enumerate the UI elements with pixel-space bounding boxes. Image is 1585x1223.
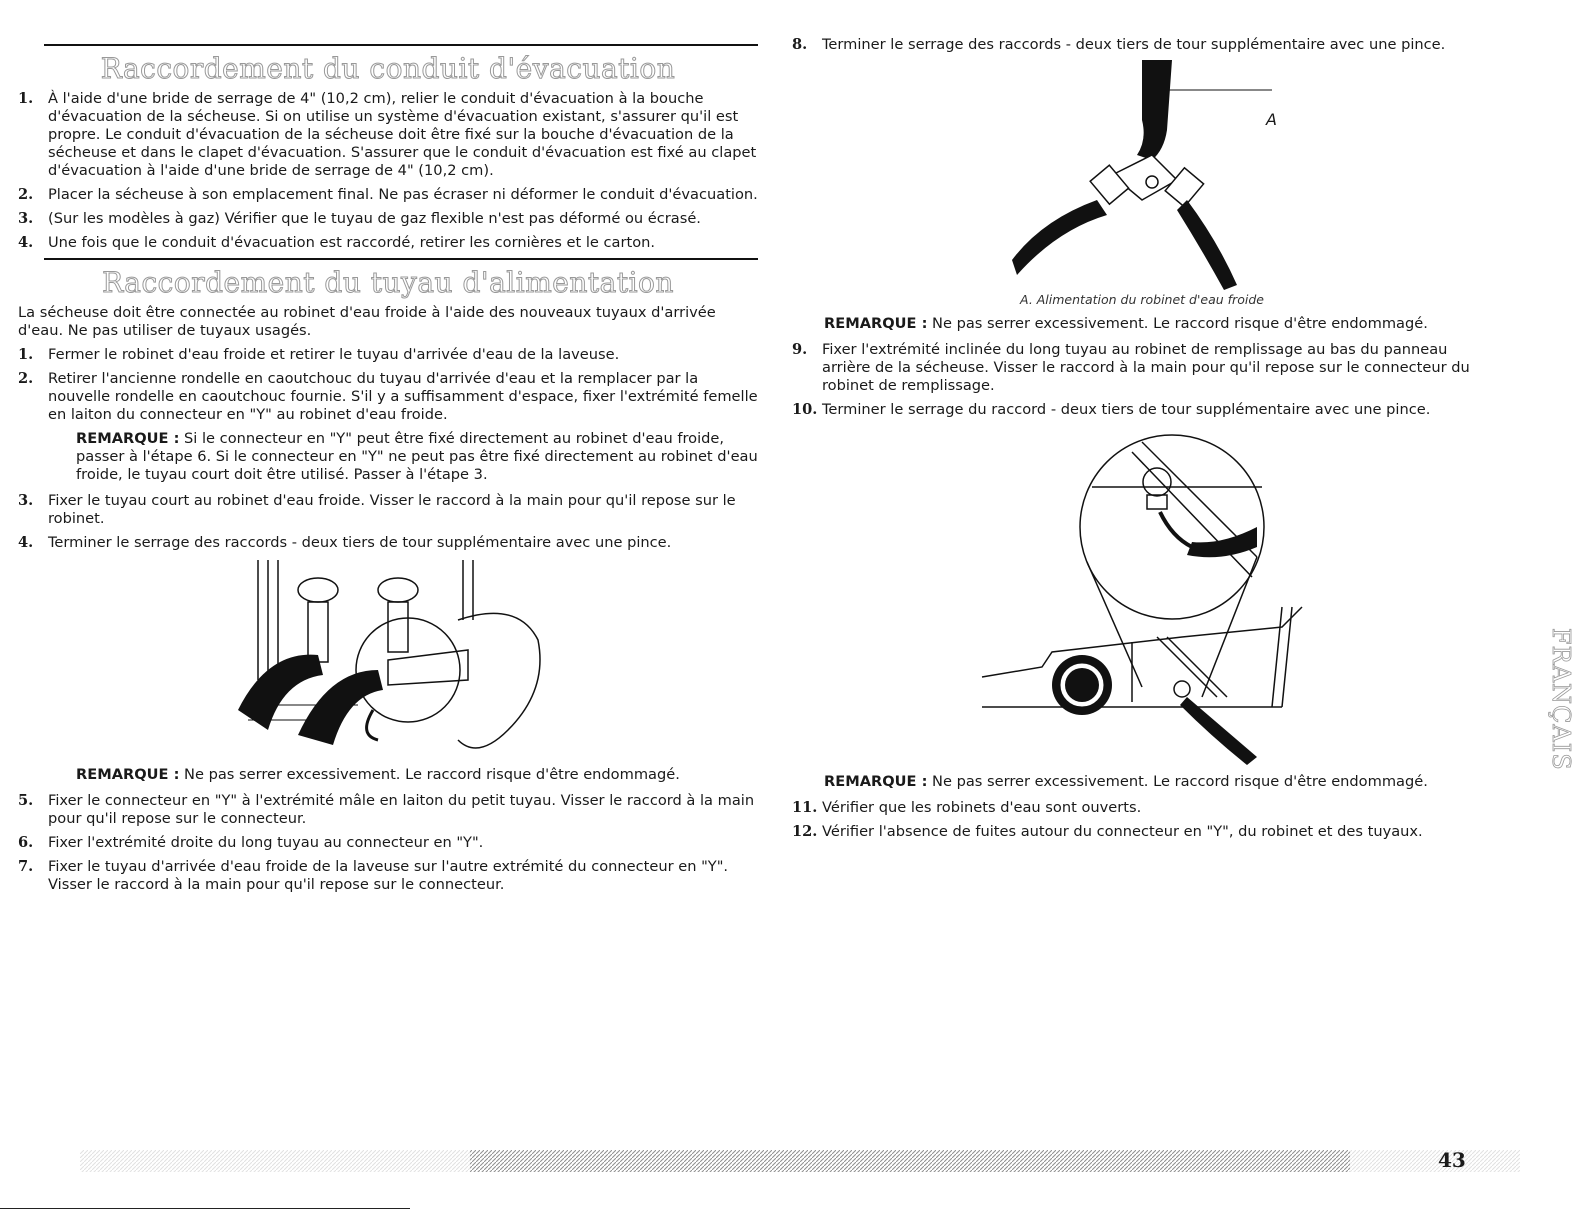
list-item [18,346,758,364]
step-number: 2. [18,370,34,387]
figure-caption: A. Alimentation du robinet d'eau froide [1020,292,1264,307]
section-rule [44,258,758,260]
step-text: (Sur les modèles à gaz) Vérifier que le tuyau de gaz flexible n'est pas déformé ou écrasé. [48,210,701,227]
list-item [18,492,758,528]
step-number: 3. [18,492,34,509]
step-number: 5. [18,792,34,809]
list-item [18,370,758,424]
footer-bar [80,1150,1520,1172]
evacuation-steps [18,90,758,252]
alimentation-steps-b [18,492,758,552]
section-rule [44,44,758,46]
step-text: Fermer le robinet d'eau froide et retirer le tuyau d'arrivée d'eau de la laveuse. [48,346,620,363]
step-text: Placer la sécheuse à son emplacement final. Ne pas écraser ni déformer le conduit d'évacuation. [48,186,758,203]
note-label: REMARQUE : [824,773,928,790]
list-item [18,792,758,828]
step-text: Fixer le connecteur en "Y" à l'extrémité mâle en laiton du petit tuyau. Visser le raccord à la main pour qu'il repose sur le connecteur. [48,792,755,827]
step-text: Terminer le serrage des raccords - deux tiers de tour supplémentaire avec une pince. [48,534,672,551]
alimentation-steps-a [18,346,758,424]
note-remarque [824,315,1492,333]
note-text: Ne pas serrer excessivement. Le raccord risque d'être endommagé. [184,766,680,783]
list-item [18,534,758,552]
bottom-divider [0,1208,410,1209]
note-label: REMARQUE : [824,315,928,332]
step-text: Une fois que le conduit d'évacuation est raccordé, retirer les cornières et le carton. [48,234,656,251]
note-text: Si le connecteur en "Y" peut être fixé directement au robinet d'eau froide, passer à l'étape 6. Si le connecteur en "Y" ne peut pas être fixé directement au robinet d'eau froide, le tuyau court doit être utilisé. Passer à l'étape 3. [76,430,758,483]
faucet-pliers-illustration [238,560,758,760]
step-text: Fixer le tuyau court au robinet d'eau froide. Visser le raccord à la main pour qu'il repose sur le robinet. [48,492,736,527]
list-item [792,341,1492,395]
step-text: Vérifier que les robinets d'eau sont ouverts. [822,799,1142,816]
step-number: 1. [18,346,34,363]
list-item [18,186,758,204]
list-item [792,799,1492,817]
language-side-tab [1535,628,1575,771]
alimentation-steps-c [18,792,758,894]
step-number: 8. [792,36,808,53]
step-number: 11. [792,799,818,816]
note-remarque [76,766,758,784]
step-number: 9. [792,341,808,358]
section-heading-alimentation: Raccordement du tuyau d'alimentation [102,266,674,299]
step-number: 4. [18,234,34,251]
intro-paragraph: La sécheuse doit être connectée au robinet d'eau froide à l'aide des nouveaux tuyaux d'arrivée d'eau. Ne pas utiliser de tuyaux usagés. [18,304,716,339]
note-text: Ne pas serrer excessivement. Le raccord risque d'être endommagé. [932,315,1428,332]
step-number: 7. [18,858,34,875]
note-text: Ne pas serrer excessivement. Le raccord risque d'être endommagé. [932,773,1428,790]
list-item [792,36,1492,54]
step-number: 3. [18,210,34,227]
figure-label-a: A [1266,110,1277,129]
note-label: REMARQUE : [76,430,180,447]
side-tab-label: FRANÇAIS [1547,628,1575,771]
list-item [18,210,758,228]
step-number: 2. [18,186,34,203]
list-item [792,823,1492,841]
list-item [18,90,758,180]
list-item [18,858,758,894]
step-number: 4. [18,534,34,551]
left-column [18,44,758,900]
note-remarque [76,430,758,484]
y-connector-illustration [1002,60,1492,290]
step-text: Vérifier l'absence de fuites autour du connecteur en "Y", du robinet et des tuyaux. [822,823,1423,840]
step-number: 6. [18,834,34,851]
step-text: Terminer le serrage du raccord - deux tiers de tour supplémentaire avec une pince. [822,401,1431,418]
right-steps-d [792,341,1492,419]
page-number: 43 [1438,1148,1466,1172]
note-label: REMARQUE : [76,766,180,783]
step-number: 12. [792,823,818,840]
list-item [792,401,1492,419]
step-number: 10. [792,401,818,418]
list-item [18,234,758,252]
step-number: 1. [18,90,34,107]
step-text: Fixer le tuyau d'arrivée d'eau froide de la laveuse sur l'autre extrémité du connecteur en "Y". Visser le raccord à la main pour qu'il repose sur le connecteur. [48,858,729,893]
step-text: Terminer le serrage des raccords - deux tiers de tour supplémentaire avec une pince. [822,36,1446,53]
section-heading-evacuation: Raccordement du conduit d'évacuation [100,52,676,85]
step-text: Fixer l'extrémité droite du long tuyau au connecteur en "Y". [48,834,484,851]
step-text: À l'aide d'une bride de serrage de 4" (10,2 cm), relier le conduit d'évacuation à la bouche d'évacuation de la sécheuse. Si on utilise un système d'évacuation existant, s'assurer qu'il est propre. Le conduit d'évacuation de la sécheuse doit être fixé sur la bouche d'évacuation de la sécheuse et dans le clapet d'évacuation. S'assurer que le conduit d'évacuation est fixé au clapet d'évacuation à l'aide d'une bride de serrage de 4" (10,2 cm). [48,90,757,179]
list-item [18,834,758,852]
note-remarque [824,773,1492,791]
step-text: Fixer l'extrémité inclinée du long tuyau au robinet de remplissage au bas du panneau arrière de la sécheuse. Visser le raccord à la main pour qu'il repose sur le connecteur du robinet de remplissage. [822,341,1470,394]
step-text: Retirer l'ancienne rondelle en caoutchouc du tuyau d'arrivée d'eau et la remplacer par la nouvelle rondelle en caoutchouc fournie. S'il y a suffisamment d'espace, fixer l'extrémité femelle en laiton du connecteur en "Y" au robinet d'eau froide. [48,370,758,423]
dryer-fill-valve-illustration [982,427,1492,767]
right-column [792,36,1492,847]
right-steps-e [792,799,1492,841]
